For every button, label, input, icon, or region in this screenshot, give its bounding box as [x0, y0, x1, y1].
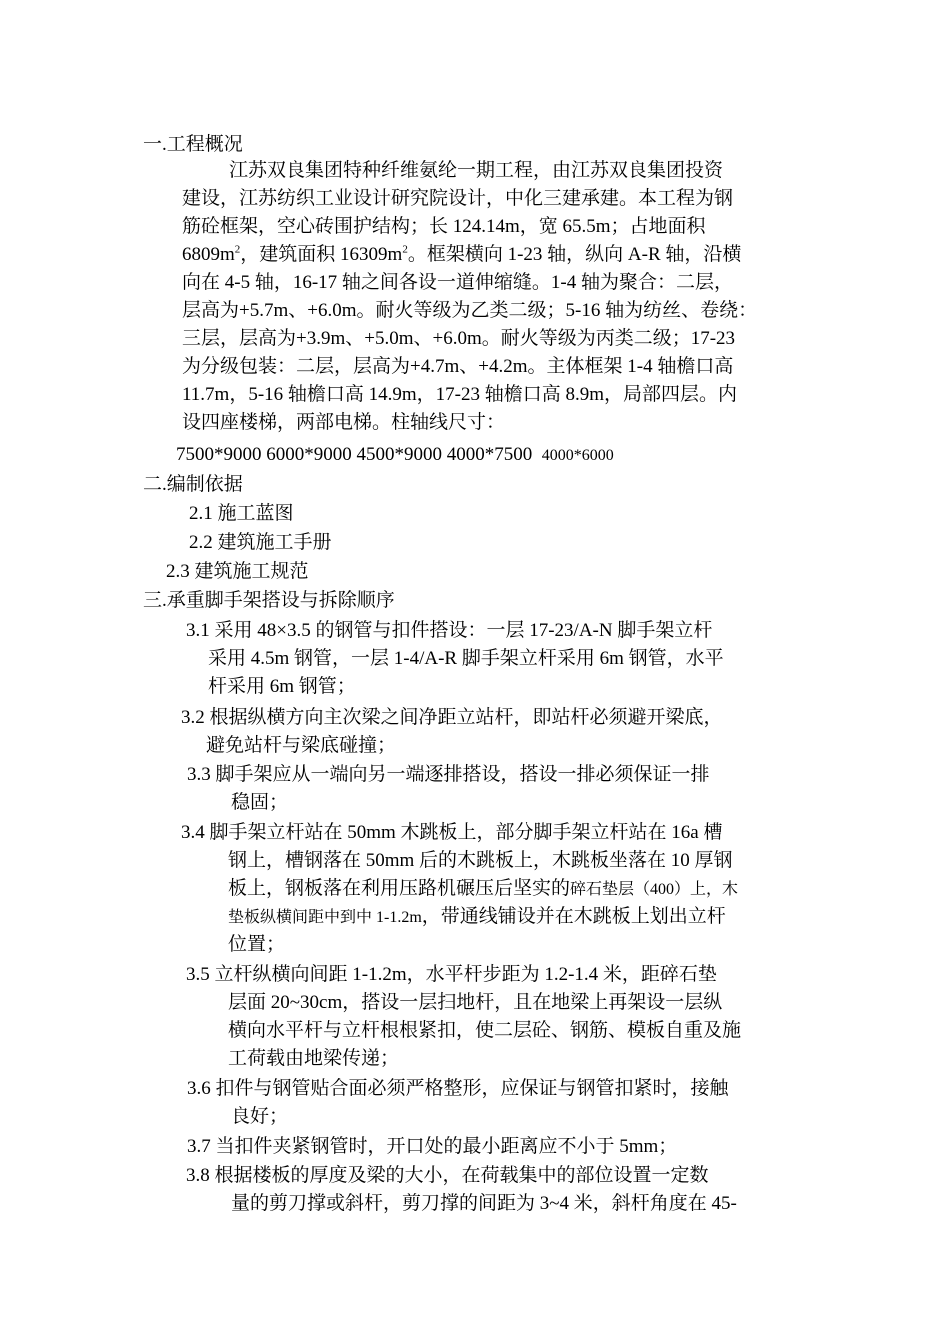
text-normal: 板上，钢板落在利用压路机碾压后坚实的: [228, 878, 571, 899]
paragraph-line: 建设，江苏纺织工业设计研究院设计，中化三建承建。本工程为钢: [182, 188, 734, 209]
list-item: 3.7 当扣件夹紧钢管时，开口处的最小距离应不小于 5mm；: [187, 1136, 678, 1157]
list-item-cont: 采用 4.5m 钢管，一层 1-4/A-R 脚手架立杆采用 6m 钢管，水平: [208, 648, 724, 669]
column-dimensions: [176, 441, 614, 469]
dimension-small: 4000*6000: [541, 447, 614, 464]
paragraph-line: 为分级包装：二层，层高为+4.7m、+4.2m。主体框架 1-4 轴檐口高: [182, 356, 734, 377]
paragraph-line: 三层，层高为+3.9m、+5.0m、+6.0m。耐火等级为丙类二级；17-23: [182, 328, 736, 349]
list-item-cont: 杆采用 6m 钢管；: [208, 676, 356, 697]
area-text-1: 6809m: [182, 244, 235, 265]
paragraph-line: 筋砼框架，空心砖围护结构；长 124.14m，宽 65.5m；占地面积: [182, 216, 706, 237]
text-small: 碎石垫层（400）上，木: [570, 881, 739, 898]
superscript: 2: [234, 243, 241, 256]
area-text-3: 。框架横向 1-23 轴，纵向 A-R 轴，沿横: [407, 244, 742, 265]
list-item-cont: 避免站杆与梁底碰撞；: [206, 735, 397, 756]
list-item: 2.1 施工蓝图: [189, 503, 294, 524]
section-heading-scaffold: 三.承重脚手架搭设与拆除顺序: [143, 590, 395, 611]
paragraph-line: 设四座楼梯，两部电梯。柱轴线尺寸：: [182, 412, 506, 433]
list-item: 3.8 根据楼板的厚度及梁的大小，在荷载集中的部位设置一定数: [186, 1165, 709, 1186]
section-heading-basis: 二.编制依据: [143, 474, 243, 495]
list-item-cont: 稳固；: [231, 792, 289, 813]
list-item-cont: 良好；: [231, 1106, 289, 1127]
text-small: 垫板纵横间距中到中 1-1.2m: [228, 909, 422, 926]
list-item-cont: 位置；: [228, 934, 286, 955]
list-item-cont: 工荷载由地梁传递；: [228, 1048, 400, 1069]
list-item: 3.5 立杆纵横向间距 1-1.2m，水平杆步距为 1.2-1.4 米，距碎石垫: [186, 964, 717, 985]
superscript: 2: [402, 243, 408, 256]
list-item: 2.3 建筑施工规范: [166, 561, 309, 582]
text-normal: ，带通线铺设并在木跳板上划出立杆: [421, 906, 726, 927]
list-item-cont: [228, 903, 726, 931]
list-item: 2.2 建筑施工手册: [189, 532, 332, 553]
paragraph-line: 向在 4-5 轴，16-17 轴之间各设一道伸缩缝。1-4 轴为聚合：二层，: [182, 272, 733, 293]
area-text-2: ，建筑面积 16309m: [240, 244, 403, 265]
list-item-cont: 层面 20~30cm，搭设一层扫地杆，且在地梁上再架设一层纵: [228, 992, 723, 1013]
list-item-cont: 量的剪刀撑或斜杆，剪刀撑的间距为 3~4 米，斜杆角度在 45-: [231, 1193, 737, 1214]
paragraph-line-area: [182, 241, 741, 269]
paragraph-line: 江苏双良集团特种纤维氨纶一期工程，由江苏双良集团投资: [229, 160, 724, 181]
list-item: 3.2 根据纵横方向主次梁之间净距立站杆，即站杆必须避开梁底，: [181, 707, 723, 728]
section-heading-overview: 一.工程概况: [143, 134, 243, 155]
list-item: 3.1 采用 48×3.5 的钢管与扣件搭设：一层 17-23/A-N 脚手架立杆: [186, 620, 713, 641]
paragraph-line: 11.7m，5-16 轴檐口高 14.9m，17-23 轴檐口高 8.9m，局部四层。内: [182, 384, 738, 405]
list-item: 3.3 脚手架应从一端向另一端逐排搭设，搭设一排必须保证一排: [187, 764, 710, 785]
list-item-cont: [228, 875, 738, 903]
dimension-list: 7500*9000 6000*9000 4500*9000 4000*7500: [176, 444, 533, 465]
list-item-cont: 钢上，槽钢落在 50mm 后的木跳板上，木跳板坐落在 10 厚钢: [228, 850, 733, 871]
list-item: 3.4 脚手架立杆站在 50mm 木跳板上，部分脚手架立杆站在 16a 槽: [181, 822, 723, 843]
list-item-cont: 横向水平杆与立杆根根紧扣，使二层砼、钢筋、模板自重及施: [228, 1020, 742, 1041]
list-item: 3.6 扣件与钢管贴合面必须严格整形，应保证与钢管扣紧时，接触: [187, 1078, 729, 1099]
paragraph-line: 层高为+5.7m、+6.0m。耐火等级为乙类二级；5-16 轴为纺丝、卷绕：: [182, 300, 758, 321]
